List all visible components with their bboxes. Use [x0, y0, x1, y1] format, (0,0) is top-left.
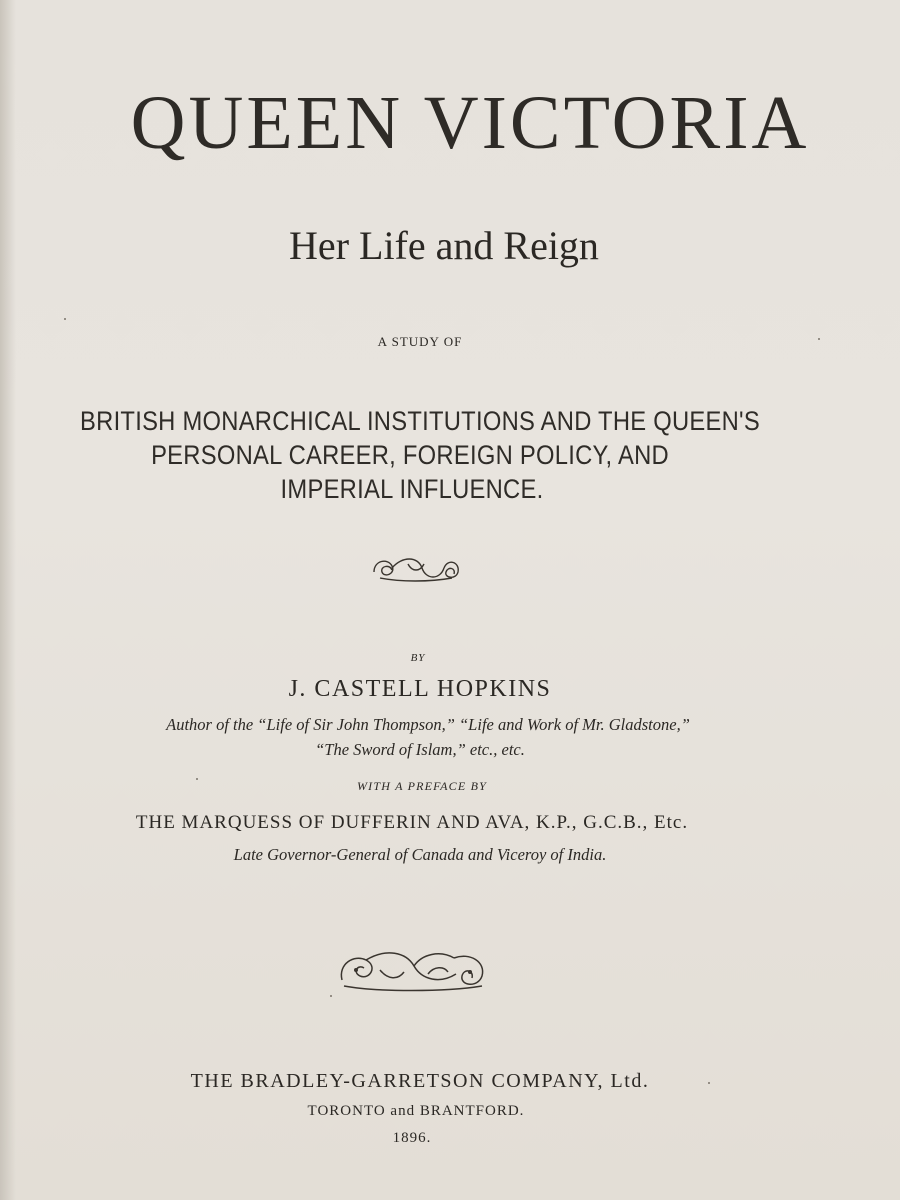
small-ornament-icon: [370, 552, 462, 586]
publisher-name: THE BRADLEY-GARRETSON COMPANY, Ltd.: [190, 1070, 650, 1092]
paper-speck: [818, 338, 820, 340]
paper-speck: [330, 995, 332, 997]
preface-by-label: WITH A PREFACE BY: [356, 779, 488, 793]
paper-speck: [64, 318, 66, 320]
description-line: BRITISH MONARCHICAL INSTITUTIONS AND THE QUEEN'S: [80, 406, 760, 436]
paper-speck: [708, 1082, 710, 1084]
binding-shadow: [0, 0, 16, 1200]
study-of-label: A STUDY OF: [377, 334, 463, 349]
description-line: PERSONAL CAREER, FOREIGN POLICY, AND: [151, 440, 669, 470]
author-credits-line: Author of the “Life of Sir John Thompson,” “Life and Work of Mr. Gladstone,”: [166, 715, 690, 734]
large-ornament-icon: [336, 946, 490, 994]
publication-place: TORONTO and BRANTFORD.: [307, 1103, 525, 1119]
preface-author-title: Late Governor-General of Canada and Viceroy of India.: [233, 845, 607, 864]
description-line: IMPERIAL INFLUENCE.: [280, 474, 544, 504]
publication-year: 1896.: [392, 1130, 432, 1146]
paper-speck: [196, 778, 198, 780]
book-title: QUEEN VICTORIA: [130, 81, 810, 165]
book-subtitle: Her Life and Reign: [289, 223, 599, 268]
author-credits-line: “The Sword of Islam,” etc., etc.: [315, 740, 525, 759]
preface-author: THE MARQUESS OF DUFFERIN AND AVA, K.P., G.C.B., Etc.: [135, 812, 689, 833]
author-name: J. CASTELL HOPKINS: [288, 676, 552, 702]
by-label: BY: [410, 652, 426, 664]
